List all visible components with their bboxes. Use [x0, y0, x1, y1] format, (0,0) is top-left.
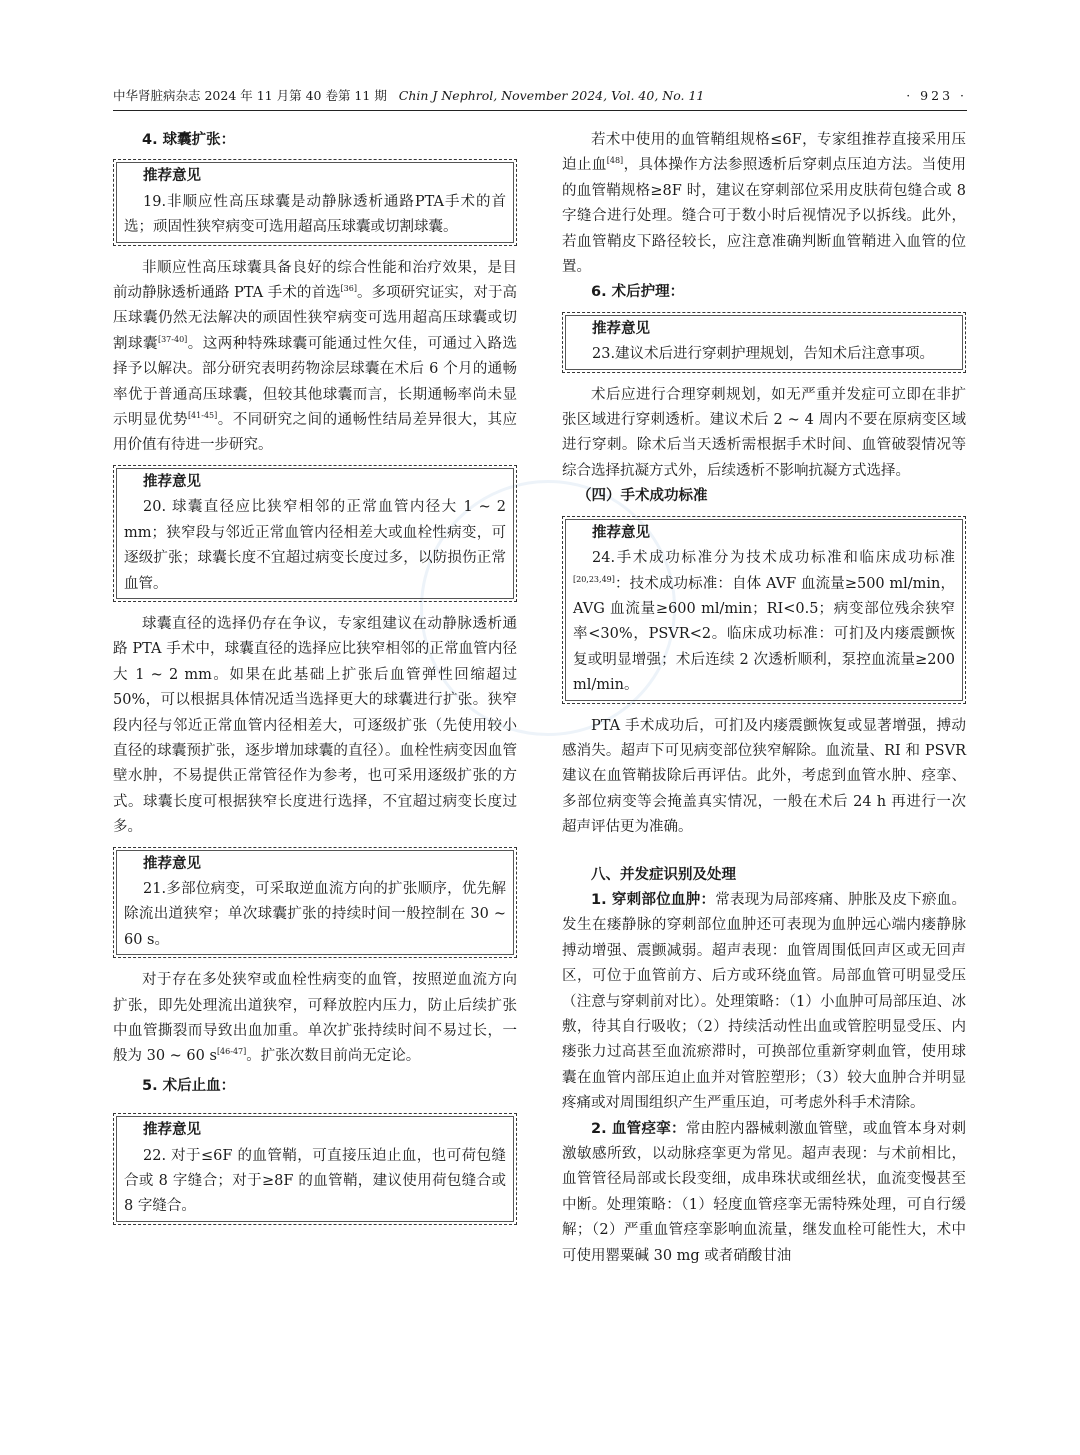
recommendation-title: 推荐意见: [143, 1122, 201, 1139]
journal-name: 中华肾脏病杂志 2024 年 11 月第 40 卷第 11 期: [113, 88, 387, 103]
recommendation-text: [573, 546, 955, 698]
subheading-hemostasis: 5. 术后止血：: [142, 1077, 236, 1094]
text-run: 。这两种特殊球囊可能通过性欠佳，可通过入路选择予以解决。部分研究表明药物涂层球囊在术后 6 个月的通畅率优于普通高压球囊，但较其他球囊而言，长期通畅率尚未显示明显优势: [113, 335, 518, 429]
paragraph-balloon-types: [113, 256, 517, 459]
recommendation-title: 推荐意见: [143, 855, 201, 872]
text-run: 。多项研究证实，对于高压球囊仍然无法解决的顽固性狭窄病变可选用超高压球囊或切割球囊: [113, 285, 517, 352]
recommendation-box-24: [562, 516, 966, 704]
page-number: · 923 ·: [906, 88, 967, 103]
text-run: ：技术成功标准：自体 AVF 血流量≥500 ml/min，AVG 血流量≥600 ml/min；RI<0.5；病变部位残余狭窄率<30%，PSVR<2。临床成功标准：可扪及内瘘震颤恢复或明显增强；术后连续 2 次透析顺利，泵控血流量≥200 ml/min。: [573, 575, 955, 694]
recommendation-box-23: [562, 312, 966, 373]
run-in-heading: 1. 穿刺部位血肿：: [591, 891, 716, 908]
recommendation-text: 21.多部位病变，可采取逆血流方向的扩张顺序，优先解除流出道狭窄；单次球囊扩张的持续时间一般控制在 30 ~ 60 s。: [124, 880, 506, 948]
recommendation-title: 推荐意见: [143, 168, 201, 185]
recommendation-title: 推荐意见: [592, 524, 650, 541]
left-column: [113, 128, 517, 1235]
journal-header: [113, 86, 704, 106]
citation-ref: [36]: [340, 284, 357, 294]
subheading-success-criteria: （四）手术成功标准: [577, 488, 708, 505]
recommendation-text: 19.非顺应性高压球囊是动静脉透析通路PTA手术的首选；顽固性狭窄病变可选用超高压球囊或切割球囊。: [124, 193, 506, 236]
paragraph-dilation-order: [113, 968, 517, 1070]
paragraph-success-evaluation: PTA 手术成功后，可扪及内瘘震颤恢复或显著增强，搏动感消失。超声下可见病变部位狭窄解除。血流量、RI 和 PSVR 建议在血管鞘拔除后再评估。此外，考虑到血管水肿、痉挛、多部位病变等会掩盖真实情况，一般在术后 24 h 再进行一次超声评估更为准确。: [562, 717, 966, 836]
paragraph-vasospasm: [562, 1117, 966, 1269]
text-run: 。扩张次数目前尚无定论。: [246, 1048, 421, 1065]
text-run: 非顺应性高压球囊具备良好的综合性能和治疗效果，是目前动静脉透析通路 PTA 手术的首选: [113, 259, 517, 302]
text-run: 对于存在多处狭窄或血栓性病变的血管，按照逆血流方向扩张，即先处理流出道狭窄，可释放腔内压力，防止后续扩张中血管撕裂而导致出血加重。单次扩张持续时间不易过长，一般为 30 ~ 60 s: [113, 972, 517, 1065]
text-run: 常由腔内器械刺激血管壁，或血管本身对刺激敏感所致，以动脉痉挛更为常见。超声表现：与术前相比，血管管径局部或长段变细，成串珠状或细丝状，血流变慢甚至中断。处理策略：（1）轻度血管痉挛无需特殊处理，可自行缓解；（2）严重血管痉挛影响血流量，继发血栓可能性大，术中可使用罂粟碱 30 mg 或者硝酸甘油: [562, 1120, 966, 1264]
right-column: [562, 128, 966, 1269]
recommendation-box-19: [113, 159, 517, 245]
recommendation-title: 推荐意见: [592, 320, 650, 337]
citation-ref: [20,23,49]: [573, 574, 615, 584]
subheading-postop-care: 6. 术后护理：: [591, 284, 685, 301]
citation-ref: [46-47]: [216, 1047, 247, 1057]
paragraph-balloon-diameter: 球囊直径的选择仍存在争议，专家组建议在动静脉透析通路 PTA 手术中，球囊直径的选择应比狭窄相邻的正常血管内径大 1 ~ 2 mm。如果在此基础上扩张后血管弹性回缩超过 50%，可以根据具体情况适当选择更大的球囊进行扩张。狭窄段内径与邻近正常血管内径相差大，可逐级扩张（先使用较小直径的球囊预扩张，逐步增加球囊的直径）。血栓性病变因血管壁水肿，不易提供正常管径作为参考，也可采用逐级扩张的方式。球囊长度可根据狭窄长度进行选择，不宜超过病变长度过多。: [113, 615, 517, 836]
paragraph-puncture-plan: 术后应进行合理穿刺规划，如无严重并发症可立即在非扩张区域进行穿刺透析。建议术后 2 ~ 4 周内不要在原病变区域进行穿刺。除术后当天透析需根据手术时间、血管破裂情况等综合选择抗凝方式外，后续透析不影响抗凝方式选择。: [562, 386, 966, 479]
running-header: [113, 86, 967, 111]
text-run: ，具体操作方法参照透析后穿刺点压迫方法。当使用的血管鞘规格≥8F 时，建议在穿刺部位采用皮肤荷包缝合或 8 字缝合进行处理。缝合可于数小时后视情况予以拆线。此外，若血管鞘皮下路径较长，应注意准确判断血管鞘进入血管的位置。: [562, 157, 967, 276]
section-heading-complications: 八、并发症识别及处理: [591, 866, 736, 883]
recommendation-box-22: [113, 1113, 517, 1225]
text-run: 。不同研究之间的通畅性结局差异很大，其应用价值有待进一步研究。: [113, 412, 517, 454]
run-in-heading: 2. 血管痉挛：: [591, 1120, 686, 1137]
subheading-balloon-dilation: 4. 球囊扩张：: [142, 132, 236, 148]
citation-ref: [41-45]: [187, 411, 218, 421]
text-run: 常表现为局部疼痛、肿胀及皮下瘀血。发生在瘘静脉的穿刺部位血肿还可表现为血肿远心端内瘘静脉搏动增强、震颤减弱。超声表现：血管周围低回声区或无回声区，可位于血管前方、后方或环绕血管。局部血管可明显受压（注意与穿刺前对比）。处理策略：（1）小血肿可局部压迫、冰敷，待其自行吸收；（2）持续活动性出血或管腔明显受压、内瘘张力过高甚至血流瘀滞时，可换部位重新穿刺血管，使用球囊在血管内部压迫止血并对管腔塑形；（3）较大血肿合并明显疼痛或对周围组织产生严重压迫，可考虑外科手术清除。: [562, 891, 966, 1112]
text-run: 若术中使用的血管鞘组规格≤6F，专家组推荐直接采用压迫止血: [562, 132, 966, 174]
text-run: 24.手术成功标准分为技术成功标准和临床成功标准: [592, 550, 955, 567]
journal-citation: Chin J Nephrol, November 2024, Vol. 40, No. 11: [398, 88, 705, 103]
paragraph-hemostasis-method: [562, 128, 966, 280]
citation-ref: [48]: [606, 156, 624, 166]
recommendation-text: 22. 对于≤6F 的血管鞘，可直接压迫止血，也可荷包缝合或 8 字缝合；对于≥8F 的血管鞘，建议使用荷包缝合或 8 字缝合。: [124, 1147, 506, 1215]
recommendation-text: 23.建议术后进行穿刺护理规划，告知术后注意事项。: [592, 346, 935, 363]
paragraph-hematoma: [562, 888, 966, 1117]
recommendation-title: 推荐意见: [143, 473, 201, 490]
recommendation-text: 20. 球囊直径应比狭窄相邻的正常血管内径大 1 ~ 2 mm；狭窄段与邻近正常血管内径相差大或血栓性病变，可逐级扩张；球囊长度不宜超过病变长度过多，以防损伤正常血管。: [124, 499, 506, 592]
recommendation-box-21: [113, 847, 517, 959]
recommendation-box-20: [113, 465, 517, 602]
citation-ref: [37-40]: [157, 335, 188, 345]
